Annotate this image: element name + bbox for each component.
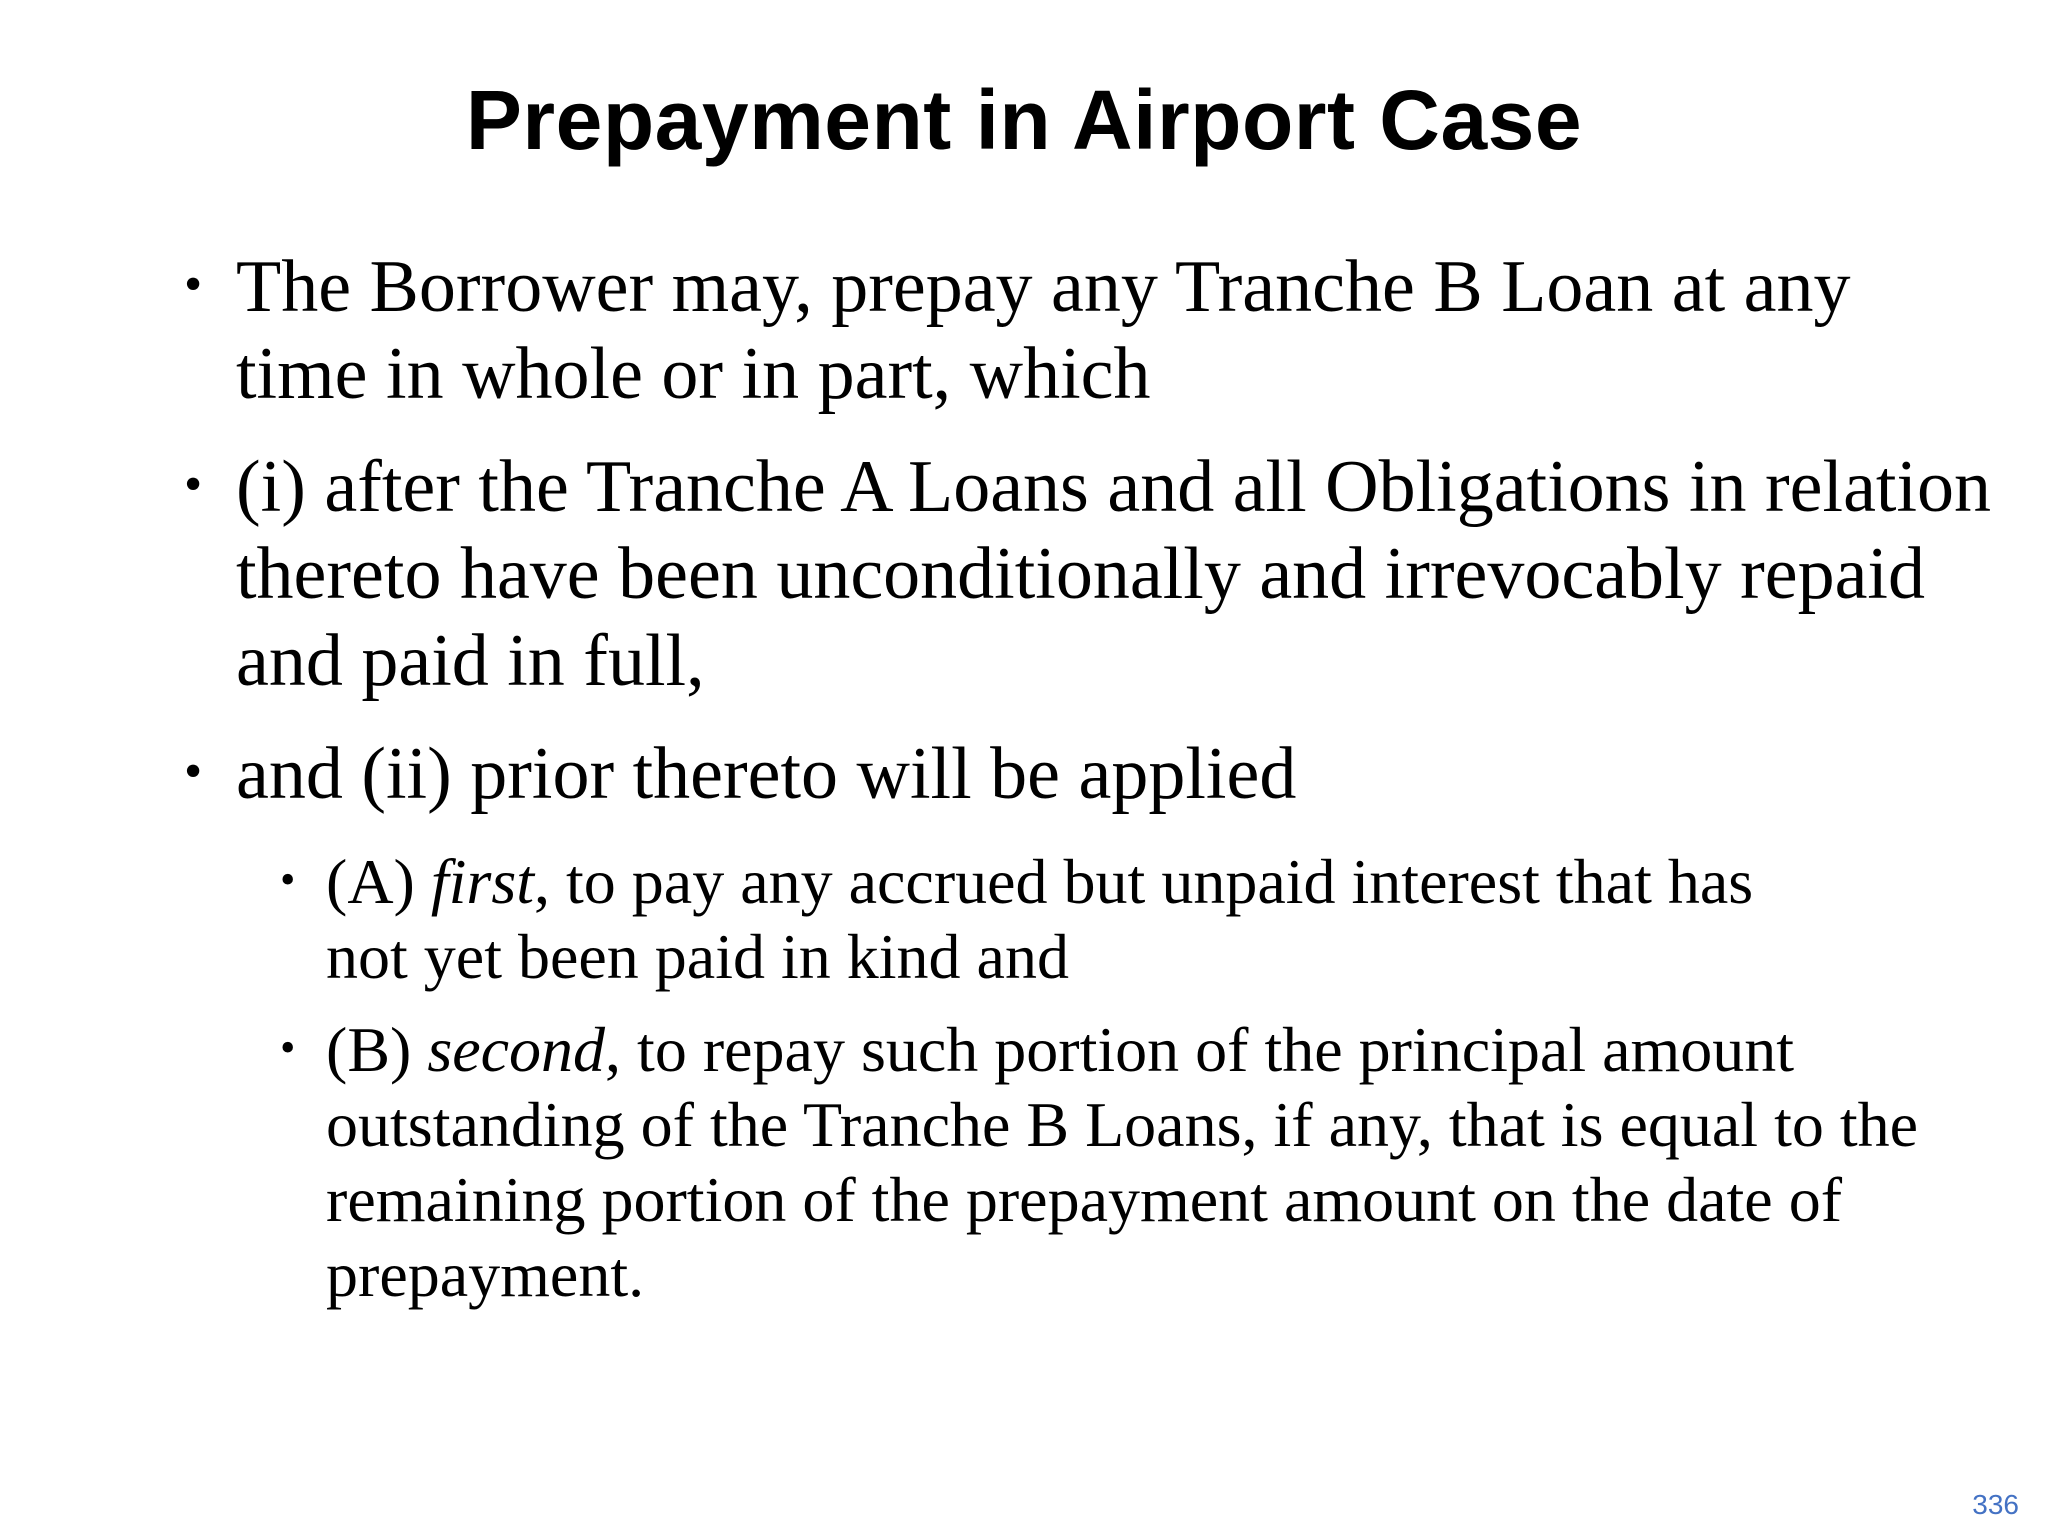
bullet-glyph: • [184, 256, 203, 313]
bullet-list [178, 244, 1992, 818]
bullet-item [178, 244, 1936, 418]
sub-bullet-prefix: (A) [326, 846, 431, 917]
bullet-item [178, 444, 1996, 705]
sub-bullet-text: , to repay such portion of the principal amount outstanding of the Tranche B Loans, if any, that is equal to the remaining portion of the prepayment amount on the date of prepayment. [326, 1014, 1919, 1310]
sub-bullet-list [178, 844, 1978, 1312]
sub-bullet-glyph: • [280, 1023, 296, 1072]
bullet-text: The Borrower may, prepay any Tranche B Loan at any time in whole or in part, which [236, 246, 1851, 415]
sub-bullet-emphasis: second [427, 1014, 606, 1085]
slide-title: Prepayment in Airport Case [465, 73, 1583, 167]
sub-bullet-item [280, 1012, 1976, 1312]
bullet-glyph: • [184, 456, 203, 513]
bullet-item [178, 731, 1978, 818]
page-number: 336 [1972, 1489, 2019, 1520]
bullet-text: and (ii) prior thereto will be applied [236, 733, 1297, 815]
sub-bullet-prefix: (B) [326, 1014, 428, 1085]
sub-bullet-glyph: • [280, 855, 296, 904]
bullet-glyph: • [184, 743, 203, 800]
sub-bullet-emphasis: first [430, 846, 534, 917]
sub-bullet-item [280, 844, 1846, 994]
bullet-text: (i) after the Tranche A Loans and all Obligations in relation thereto have been unconditionally and irrevocably repaid and paid in full, [236, 446, 1992, 702]
sub-bullet-text: , to pay any accrued but unpaid interest that has not yet been paid in kind and [326, 846, 1754, 992]
slide-content [178, 244, 1992, 1330]
